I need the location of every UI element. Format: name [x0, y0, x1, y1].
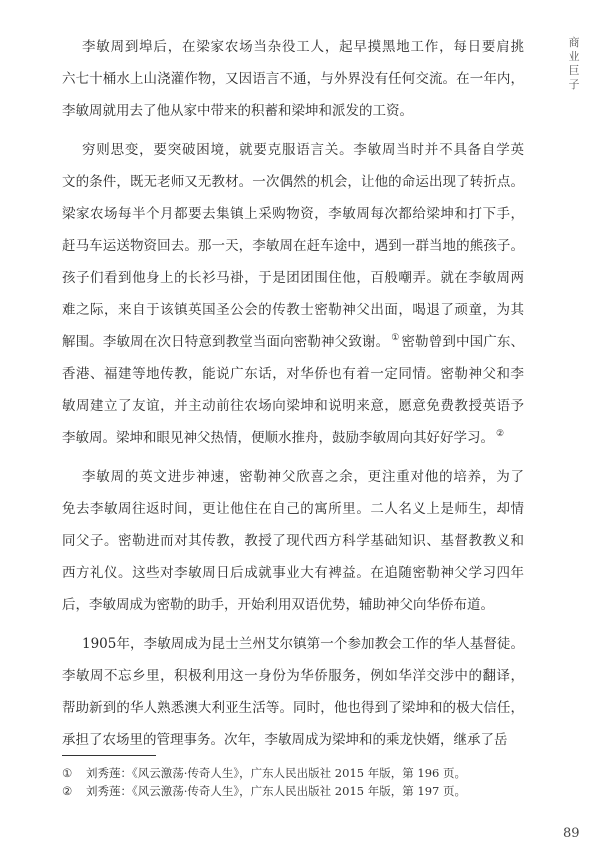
paragraph: [62, 633, 524, 761]
line-text: 免去李敏周往返时间，更让他住在自己的寓所里。二人名义上是师生，却情: [62, 501, 524, 517]
line-text: 1905年，李敏周成为昆士兰州艾尔镇第一个参加教会工作的华人基督徒。: [82, 636, 524, 652]
line-text: 六七十桶水上山浇灌作物，又因语言不通，与外界没有任何交流。在一年内，: [62, 71, 524, 87]
text-line: [62, 267, 524, 299]
text-line: [62, 100, 524, 132]
text-line: [62, 562, 524, 594]
text-line: [62, 395, 524, 427]
footnote-text: 刘秀莲：《风云激荡·传奇人生》，广东人民出版社 2015 年版，第 197 页。: [86, 784, 466, 798]
text-line: [62, 171, 524, 203]
text-line: [62, 427, 524, 459]
line-text: 文的条件，既无老师又无教材。一次偶然的机会，让他的命运出现了转折点。: [62, 174, 524, 190]
line-text: 难之际，来自于该镇英国圣公会的传教士密勒神父出面，喝退了顽童，为其: [62, 302, 524, 318]
text-line: [62, 697, 524, 729]
footnote-1: [62, 764, 466, 782]
line-text: 承担了农场里的管理事务。次年，李敏周成为梁坤和的乘龙快婿，继承了岳: [62, 732, 508, 748]
paragraph: [62, 466, 524, 626]
footnote-marker: ①: [62, 766, 73, 780]
text-line: [62, 203, 524, 235]
footnotes: [62, 764, 466, 800]
line-text: 解围。李敏周在次日特意到教堂当面向密勒神父致谢。: [62, 334, 390, 350]
text-line: [62, 331, 524, 363]
line-text: 李敏周到埠后，在梁家农场当杂役工人，起早摸黑地工作，每日要肩挑: [82, 39, 524, 55]
line-text: 李敏周。梁坤和眼见神父热情，便顺水推舟，鼓励李敏周向其好好学习。: [62, 430, 494, 446]
footnote-divider: [62, 755, 156, 756]
footnote-marker: ②: [62, 784, 73, 798]
text-line: [62, 633, 524, 665]
text-line: [62, 139, 524, 171]
footnote-ref-1[interactable]: ①: [391, 333, 400, 343]
paragraph: [62, 36, 524, 132]
text-line: [62, 299, 524, 331]
running-head: 商业巨子: [568, 36, 580, 91]
text-line: [62, 594, 524, 626]
text-line: [62, 68, 524, 100]
line-text: 同父子。密勒进而对其传教，教授了现代西方科学基础知识、基督教教义和: [62, 533, 524, 549]
footnote-text: 刘秀莲：《风云激荡·传奇人生》，广东人民出版社 2015 年版，第 196 页。: [86, 766, 466, 780]
line-text: 穷则思变，要突破困境，就要克服语言关。李敏周当时并不具备自学英: [82, 142, 524, 158]
line-text: 后，李敏周成为密勒的助手，开始利用双语优势，辅助神父向华侨布道。: [62, 597, 494, 613]
footnote-2: [62, 782, 466, 800]
body-text: [62, 36, 524, 768]
page-number: 89: [563, 826, 580, 841]
text-line: [62, 498, 524, 530]
line-text: 李敏周的英文进步神速，密勒神父欣喜之余，更注重对他的培养，为了: [82, 469, 524, 485]
line-text: 帮助新到的华人熟悉澳大利亚生活等。同时，他也得到了梁坤和的极大信任，: [62, 700, 524, 716]
text-line: [62, 530, 524, 562]
text-line: [62, 363, 524, 395]
line-text: 梁家农场每半个月都要去集镇上采购物资，李敏周每次都给梁坤和打下手，: [62, 206, 524, 222]
line-text: 李敏周不忘乡里，积极利用这一身份为华侨服务，例如华洋交涉中的翻译，: [62, 668, 524, 684]
paragraph: [62, 139, 524, 459]
text-line: [62, 729, 524, 761]
text-line: [62, 36, 524, 68]
footnote-ref-2[interactable]: ②: [496, 429, 505, 439]
line-text: 密勒曾到中国广东、: [401, 334, 524, 350]
line-text: 敏周建立了友谊，并主动前往农场向梁坤和说明来意，愿意免费教授英语予: [62, 398, 524, 414]
text-line: [62, 235, 524, 267]
line-text: 香港、福建等地传教，能说广东话，对华侨也有着一定同情。密勒神父和李: [62, 366, 524, 382]
line-text: 西方礼仪。这些对李敏周日后成就事业大有裨益。在追随密勒神父学习四年: [62, 565, 524, 581]
text-line: [62, 665, 524, 697]
line-text: 赶马车运送物资回去。那一天，李敏周在赶车途中，遇到一群当地的熊孩子。: [62, 238, 524, 254]
text-line: [62, 466, 524, 498]
line-text: 李敏周就用去了他从家中带来的积蓄和梁坤和派发的工资。: [62, 103, 413, 119]
line-text: 孩子们看到他身上的长衫马褂，于是团团围住他，百般嘲弄。就在李敏周两: [62, 270, 524, 286]
